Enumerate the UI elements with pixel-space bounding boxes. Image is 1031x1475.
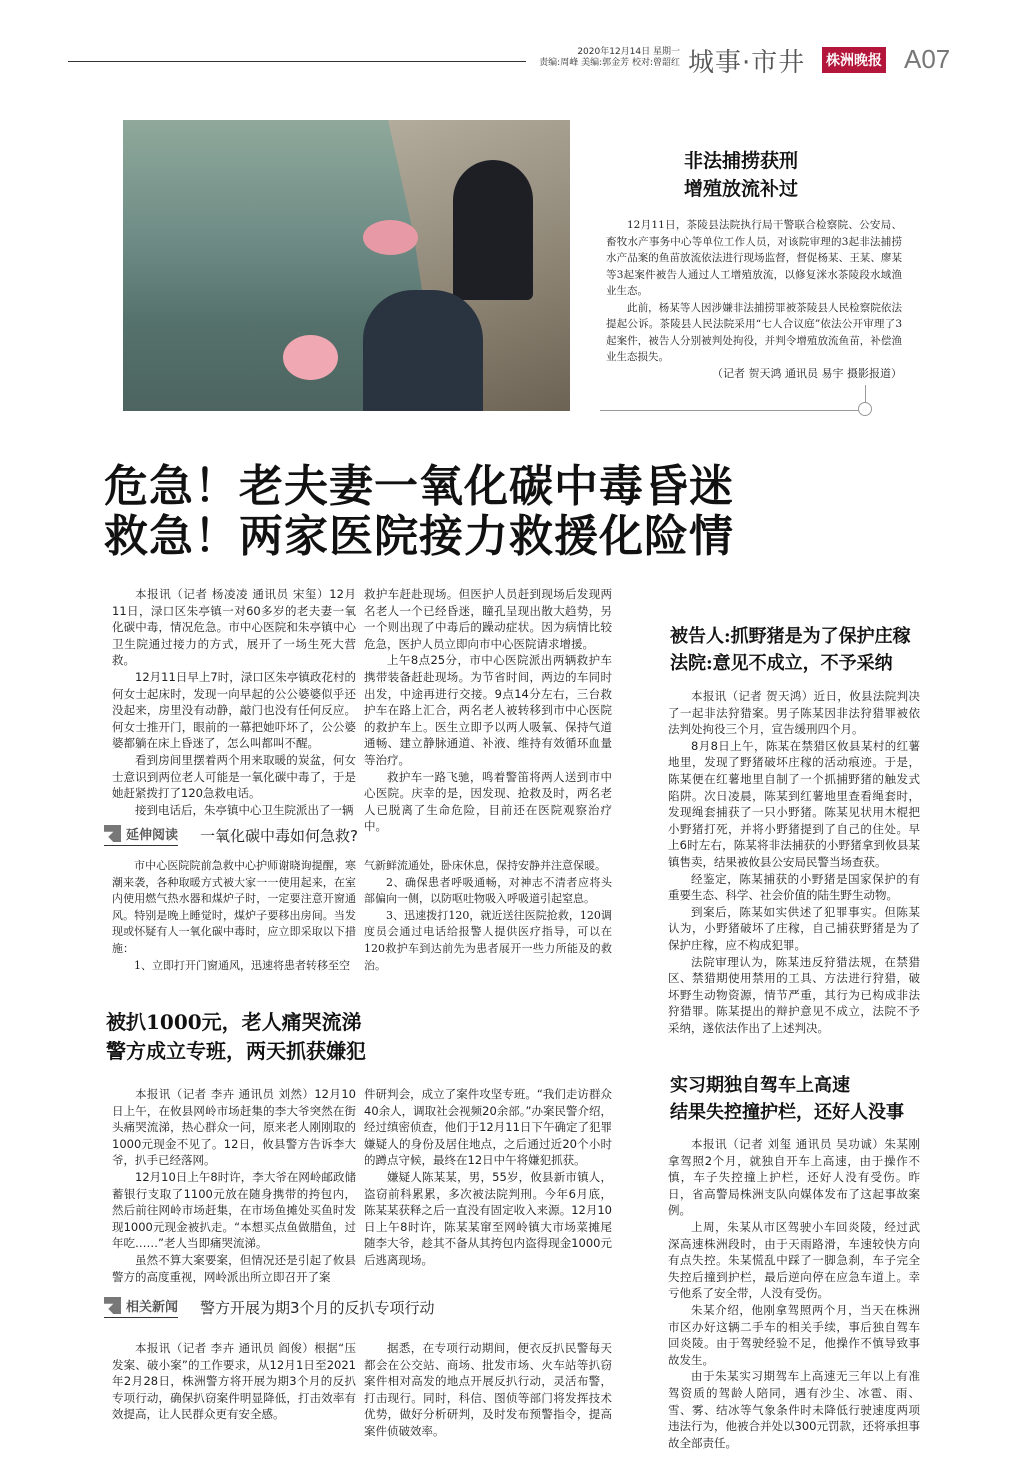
boar-story-title [670, 623, 911, 677]
paragraph: 救护车一路飞驰，鸣着警笛将两人送到市中心医院。庆幸的是，因发现、抢救及时，两名老人已脱离了生命危险，目前还在医院观察治疗中。 [364, 769, 612, 834]
boar-story-body [668, 688, 920, 1036]
title-line: 法院:意见不成立，不予采纳 [670, 653, 893, 674]
side-story-title [684, 147, 798, 203]
title-line: 结果失控撞护栏，还好人没事 [670, 1102, 904, 1123]
newspaper-logo: 株洲晚报 [822, 47, 886, 73]
paragraph: 嫌疑人陈某某，男，55岁，攸县新市镇人，盗窃前科累累，多次被法院判刑。今年6月底，陈某某获释之后一直没有固定收入来源。12月10日上午8时许，陈某某窜至网岭镇大市场菜摊尾随李大爷，趁其不备从其挎包内盗得现金1000元后逃离现场。 [364, 1169, 612, 1267]
paragraph: 法院审理认为，陈某违反狩猎法规，在禁猎区、禁猎期使用禁用的工具、方法进行狩猎，破坏野生动物资源，情节严重，其行为已构成非法狩猎罪。陈某提出的辩护意见不成立，法院不予采纳，遂依法作出了上述判决。 [668, 954, 920, 1035]
main-headline [104, 462, 734, 562]
title-line: 实习期独自驾车上高速 [670, 1075, 850, 1096]
paragraph: 到案后，陈某如实供述了犯罪事实。但陈某认为，小野猪破坏了庄稼，自己捕获野猪是为了保护庄稼，应不构成犯罪。 [668, 904, 920, 952]
theft-story-title [106, 1008, 366, 1066]
paragraph: 虽然不算大案要案，但情况还是引起了攸县警方的高度重视，网岭派出所立即召开了案 [112, 1252, 356, 1284]
theft-story-col1 [112, 1086, 356, 1285]
paragraph: 1、立即打开门窗通风，迅速将患者转移至空 [134, 958, 350, 972]
paragraph: 12月11日，茶陵县法院执行局干警联合检察院、公安局、畜牧水产事务中心等单位工作人员，对该院审理的3起非法捕捞水产品案的鱼苗放流依法进行现场监督，督促杨某、王某、廖某等3起案件被告人通过人工增殖放流，以修复洣水茶陵段水域渔业生态。 [606, 219, 902, 297]
related-col1 [112, 1340, 356, 1423]
paragraph: 接到电话后，朱亭镇中心卫生院派出了一辆 [135, 802, 354, 817]
paragraph: 经鉴定，陈某捕获的小野猪是国家保护的有重要生态、科学、社会价值的陆生野生动物。 [668, 871, 920, 903]
theft-story-col2 [364, 1086, 612, 1269]
paragraph: 看到房间里摆着两个用来取暖的炭盆，何女士意识到两位老人可能是一氧化碳中毒了，于是她赶紧拨打了120急救电话。 [112, 752, 356, 801]
title-line: 被扒1000元，老人痛哭流涕 [106, 1010, 362, 1034]
main-story-col2 [364, 586, 612, 835]
paragraph: 市中心医院院前急救中心护师谢晓询提醒，寒潮来袭，各种取暖方式被大家一一使用起来，在室内使用燃气热水器和煤炉子时，一定要注意开窗通风。特别是晚上睡觉时，煤炉子要移出房间。当发现或怀疑有人一氧化碳中毒时，应立即采取以下措施： [112, 859, 356, 955]
paragraph: 3、迅速拨打120，就近送往医院抢救，120调度员会通过电话给报警人提供医疗指导，可以在120救护车到达前先为患者展开一些力所能及的救治。 [364, 908, 612, 972]
editor-credits: 责编:周峰 美编:郭金芳 校对:曾韶红 [539, 58, 680, 68]
arrow-icon [104, 825, 121, 842]
paragraph: 上周，朱某从市区驾驶小车回炎陵，经过武深高速株洲段时，由于天雨路滑，车速较快方向有点失控。朱某慌乱中踩了一脚急刹，车子完全失控后撞到护栏，最后逆向停在应急车道上。幸亏他系了安全带，人没有受伤。 [668, 1219, 920, 1301]
paragraph: 本报讯（记者 刘玺 通讯员 吴功诚）朱某刚拿驾照2个月，就独自开车上高速，由于操作不慎，车子失控撞上护栏，还好人没有受伤。昨日，省高警局株洲支队向媒体发布了这起事故案例。 [668, 1137, 920, 1218]
main-story-col1 [112, 586, 356, 818]
section-title: 城事·市井 [688, 48, 806, 78]
extended-col1 [112, 858, 356, 974]
news-photo-fish-release [123, 120, 570, 411]
paragraph: 气新鲜流通处，卧床休息，保持安静并注意保暖。 [364, 859, 606, 872]
issue-date: 2020年12月14日 星期一 [577, 47, 680, 57]
car-story-body [668, 1136, 920, 1451]
decorative-line [600, 410, 860, 411]
title-line: 增殖放流补过 [684, 178, 799, 200]
paragraph: 上午8点25分，市中心医院派出两辆救护车携带装备赶赴现场。为节省时间，两边的车同时出发，中途再进行交接。9点14分左右，三台救护车在路上汇合，两名老人被转移到市中心医院的救护车上。医生立即予以两人吸氧、保持气道通畅、建立静脉通道、补液、维持有效循环血量等治疗。 [364, 653, 612, 767]
paragraph: 据悉，在专项行动期间，便衣反扒民警每天都会在公交站、商场、批发市场、火车站等扒窃案件相对高发的地点开展反扒行动，灵活布警，打击现行。同时，科信、图侦等部门将发挥技术优势，做好分析研判，及时发布预警指令，提高案件侦破效率。 [364, 1341, 612, 1438]
page-number: A07 [904, 44, 951, 74]
paragraph: 12月10日上午8时许，李大爷在网岭邮政储蓄银行支取了1100元放在随身携带的挎包内，然后前往网岭市场赶集，在市场鱼摊处买鱼时发现1000元现金被扒走。“本想买点鱼做腊鱼，过年吃……”老人当即痛哭流涕。 [112, 1169, 356, 1251]
arrow-icon [104, 1297, 121, 1314]
extended-title: 一氧化碳中毒如何急救? [200, 826, 358, 845]
byline: （记者 贺天鸿 通讯员 易宇 摄影报道） [712, 366, 902, 380]
decorative-circle [858, 402, 872, 416]
paragraph: 12月11日早上7时，渌口区朱亭镇政花村的何女士起床时，发现一向早起的公公婆婆似乎还没起来，房里没有动静，敲门也没有任何反应。何女士推开门，眼前的一幕把她吓坏了，公公婆婆都躺在床上昏迷了，怎么叫都叫不醒。 [112, 669, 356, 751]
section-tag: 延伸阅读 [126, 828, 179, 843]
title-line: 警方成立专班，两天抓获嫌犯 [106, 1039, 366, 1063]
paragraph: 朱某介绍，他刚拿驾照两个月，当天在株洲市区办好这辆二手车的相关手续，事后独自驾车回炎陵。由于驾驶经验不足，他操作不慎导致事故发生。 [668, 1302, 920, 1367]
extended-col2 [364, 858, 612, 974]
car-story-title [670, 1072, 904, 1126]
headline-line: 救急！两家医院接力救援化险情 [104, 511, 734, 562]
section-tag: 相关新闻 [126, 1300, 179, 1315]
header-meta [538, 47, 680, 69]
paragraph: 本报讯（记者 杨凌凌 通讯员 宋玺）12月11日，渌口区朱亭镇一对60多岁的老夫妻一氧化碳中毒，情况危急。市中心医院和朱亭镇中心卫生院通过接力的方式，展开了一场生死大营救。 [112, 587, 356, 668]
title-line: 被告人:抓野猪是为了保护庄稼 [670, 626, 911, 647]
side-story-body [606, 217, 902, 382]
related-title: 警方开展为期3个月的反扒专项行动 [200, 1298, 435, 1317]
paragraph: 本报讯（记者 贺天鸿）近日，攸县法院判决了一起非法狩猎案。男子陈某因非法狩猎罪被依法判处拘役三个月，宣告缓刑四个月。 [668, 689, 920, 737]
title-line: 非法捕捞获刑 [684, 150, 799, 172]
paragraph: 2、确保患者呼吸通畅，对神志不清者应将头部偏向一侧，以防呕吐物吸入呼吸道引起窒息。 [364, 875, 612, 906]
paragraph: 由于朱某实习期驾车上高速无三年以上有准驾资质的驾龄人陪同，遇有沙尘、冰雹、雨、雪、雾、结冰等气象条件时未降低行驶速度两项违法行为，他被合并处以300元罚款，还将承担事故全部责任。 [668, 1369, 920, 1450]
paragraph: 本报讯（记者 李卉 通讯员 刘然）12月10日上午，在攸县网岭市场赶集的李大爷突然在街头痛哭流涕，热心群众一问，原来老人刚刚取的1000元现金不见了。12日，攸县警方告诉李大爷，扒手已经落网。 [112, 1087, 356, 1168]
decorative-line [865, 385, 866, 403]
paragraph: 救护车赶赴现场。但医护人员赶到现场后发现两名老人一个已经昏迷，瞳孔呈现出散大趋势，另一个则出现了中毒后的躁动症状。因为病情比较危急，医护人员立即向市中心医院请求增援。 [364, 587, 612, 651]
paragraph: 本报讯（记者 李卉 通讯员 阎俊）根据“压发案、破小案”的工作要求，从12月1日至2021年2月28日，株洲警方将开展为期3个月的反扒专项行动，确保扒窃案件明显降低，打击效率有效提高，让人民群众更有安全感。 [112, 1341, 356, 1422]
extended-reading-header [104, 824, 358, 846]
paragraph: 件研判会，成立了案件攻坚专班。“我们走访群众40余人，调取社会视频20余部。”办案民警介绍，经过缜密侦查，他们于12月11日下午确定了犯罪嫌疑人的身份及居住地点，之后通过近20个小时的蹲点守候，最终在12日中午将嫌犯抓获。 [364, 1087, 612, 1168]
paragraph: 8月8日上午，陈某在禁猎区攸县某村的红薯地里，发现了野猪破坏庄稼的活动痕迹。于是，陈某便在红薯地里自制了一个抓捕野猪的触发式陷阱。次日凌晨，陈某到红薯地里查看绳套时，发现绳套捕获了一只小野猪。陈某见状用木棍把小野猪打死，并将小野猪提到了自己的住处。早上6时左右，陈某将非法捕获的小野猪拿到攸县某镇售卖，结果被攸县公安局民警当场查获。 [668, 738, 920, 869]
paragraph: 此前，杨某等人因涉嫌非法捕捞罪被茶陵县人民检察院依法提起公诉。茶陵县人民法院采用“七人合议庭”依法公开审理了3起案件，被告人分别被判处拘役，并判令增殖放流鱼苗，补偿渔业生态损失。 [606, 301, 902, 363]
headline-line: 危急！老夫妻一氧化碳中毒昏迷 [104, 461, 734, 512]
related-col2 [364, 1340, 612, 1440]
header-rule [68, 61, 526, 62]
related-news-header [104, 1296, 435, 1318]
